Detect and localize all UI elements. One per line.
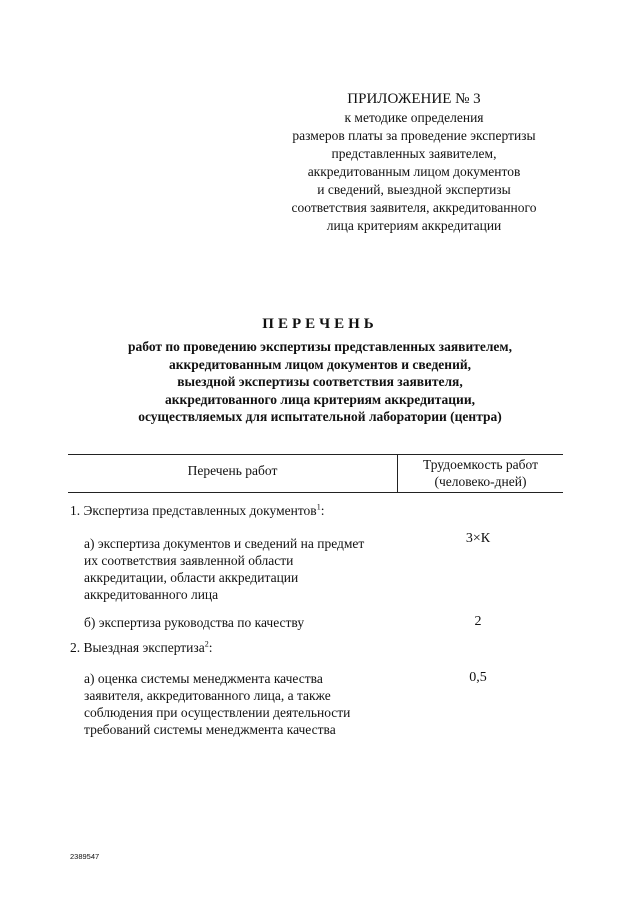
item-line: заявителя, аккредитованного лица, а также xyxy=(84,688,331,703)
appendix-line: лица критериям аккредитации xyxy=(326,218,502,233)
subtitle-line: аккредитованным лицом документов и сведений, xyxy=(168,356,472,372)
item-1b-text: б) экспертиза руководства по качеству xyxy=(84,615,305,630)
footnote-ref-2: 2 xyxy=(204,639,209,649)
item-line: а) оценка системы менеджмента качества xyxy=(84,671,323,686)
appendix-line: размеров платы за проведение экспертизы xyxy=(292,128,536,143)
subtitle-line: работ по проведению экспертизы представленных заявителем, xyxy=(128,339,512,354)
appendix-header xyxy=(268,90,560,235)
subtitle-line: выездной экспертизы соответствия заявителя, xyxy=(177,374,463,389)
document-title: ПЕРЕЧЕНЬ xyxy=(262,316,378,332)
item-1b-value: 2 xyxy=(474,614,482,629)
item-line: аккредитации, области аккредитации xyxy=(84,570,299,585)
item-2a-value: 0,5 xyxy=(469,670,487,685)
section-1-heading: 1. Экспертиза представленных документов$^1$: xyxy=(70,502,325,518)
column-header-works: Перечень работ xyxy=(187,463,278,478)
column-header-labor-unit: (человеко-дней) xyxy=(434,474,527,489)
item-1a-text xyxy=(84,535,364,603)
appendix-line: представленных заявителем, xyxy=(331,146,497,161)
footnote-ref-1: 1 xyxy=(316,502,321,512)
column-header-labor xyxy=(398,456,563,490)
section-1-label: 1. Экспертиза представленных документов xyxy=(70,503,317,518)
table-top-rule xyxy=(68,454,563,455)
appendix-line: к методике определения xyxy=(344,110,484,125)
document-subtitle xyxy=(60,338,580,426)
item-line: соблюдения при осуществлении деятельности xyxy=(84,705,351,720)
column-header-labor-line: Трудоемкость работ xyxy=(423,457,538,472)
item-line: их соответствия заявленной области xyxy=(84,553,294,568)
item-line: аккредитованного лица xyxy=(84,587,219,602)
appendix-line: аккредитованным лицом документов xyxy=(307,164,521,179)
appendix-line: соответствия заявителя, аккредитованного xyxy=(291,200,537,215)
appendix-line: и сведений, выездной экспертизы xyxy=(317,182,511,197)
subtitle-line: осуществляемых для испытательной лаборатории (центра) xyxy=(138,409,502,424)
section-2-label: 2. Выездная экспертиза xyxy=(70,640,205,655)
item-line: требований системы менеджмента качества xyxy=(84,722,336,737)
subtitle-line: аккредитованного лица критериям аккредитации, xyxy=(165,391,475,407)
section-2-heading: 2. Выездная экспертиза$^2$: xyxy=(70,639,213,655)
item-1a-value: 3×К xyxy=(465,531,491,546)
appendix-title: ПРИЛОЖЕНИЕ № 3 xyxy=(347,91,481,107)
item-line: а) экспертиза документов и сведений на предмет xyxy=(84,536,365,551)
document-number: 2389547 xyxy=(70,852,100,861)
item-2a-text xyxy=(84,670,350,738)
table-header-rule xyxy=(68,492,563,493)
